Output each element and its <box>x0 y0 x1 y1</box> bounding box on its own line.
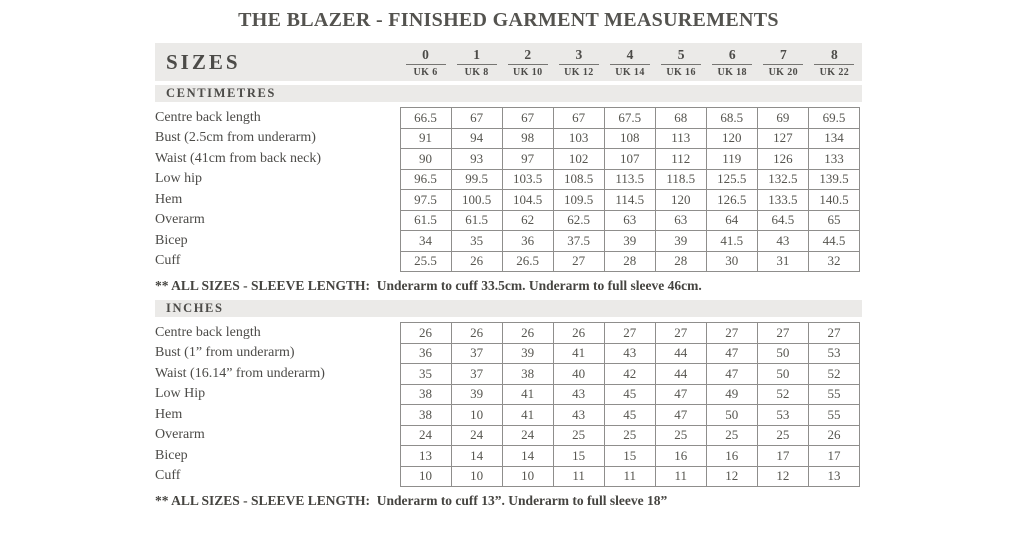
measurement-cell: 47 <box>706 364 757 385</box>
measurement-cell: 107 <box>604 149 655 170</box>
size-number: 7 <box>763 48 803 65</box>
measurement-cell: 39 <box>451 384 502 405</box>
measurement-cell: 10 <box>400 466 451 487</box>
measurement-cell: 139.5 <box>808 169 859 190</box>
size-column <box>809 46 860 78</box>
measurement-cell: 50 <box>757 343 808 364</box>
measurement-cell: 25 <box>655 425 706 446</box>
measurement-cell: 28 <box>655 251 706 272</box>
table-row <box>155 446 860 467</box>
table-row <box>155 466 860 487</box>
size-columns <box>400 46 860 78</box>
measurement-cell: 69 <box>757 108 808 129</box>
row-label: Low hip <box>155 171 203 187</box>
measurement-cell: 133.5 <box>757 190 808 211</box>
measurement-cell: 119 <box>706 149 757 170</box>
measurement-cell: 37 <box>451 364 502 385</box>
measurement-cell: 109.5 <box>553 190 604 211</box>
measurement-cell: 14 <box>451 446 502 467</box>
measurement-cell: 25 <box>757 425 808 446</box>
measurement-cell: 26 <box>451 323 502 344</box>
size-number: 6 <box>712 48 752 65</box>
table-row <box>155 128 860 149</box>
size-uk-label: UK 12 <box>564 66 594 78</box>
measurement-cell: 68.5 <box>706 108 757 129</box>
measurement-cell: 15 <box>553 446 604 467</box>
row-label: Cuff <box>155 468 181 484</box>
measurement-cell: 41.5 <box>706 231 757 252</box>
row-label: Bicep <box>155 232 188 248</box>
size-uk-label: UK 22 <box>819 66 850 78</box>
measurement-cell: 45 <box>604 405 655 426</box>
measurement-cell: 120 <box>706 128 757 149</box>
measurement-cell: 47 <box>655 384 706 405</box>
measurement-cell: 27 <box>706 323 757 344</box>
measurement-cell: 118.5 <box>655 169 706 190</box>
measurement-cell: 25.5 <box>400 251 451 272</box>
measurement-cell: 30 <box>706 251 757 272</box>
size-uk-label: UK 14 <box>615 66 645 78</box>
row-label: Hem <box>155 191 183 207</box>
measurement-cell: 35 <box>400 364 451 385</box>
measurement-cell: 41 <box>502 405 553 426</box>
measurement-cell: 10 <box>502 466 553 487</box>
measurement-cell: 27 <box>553 251 604 272</box>
section-heading-inches: INCHES <box>155 300 862 317</box>
section-heading-centimetres: CENTIMETRES <box>155 85 862 102</box>
measurement-cell: 41 <box>553 343 604 364</box>
size-column <box>451 46 502 78</box>
measurement-cell: 43 <box>757 231 808 252</box>
row-label: Centre back length <box>155 109 261 125</box>
measurement-cell: 61.5 <box>400 210 451 231</box>
table-row <box>155 384 860 405</box>
measurement-cell: 108 <box>604 128 655 149</box>
row-label: Overarm <box>155 212 205 228</box>
measurement-cell: 63 <box>655 210 706 231</box>
measurement-cell: 24 <box>400 425 451 446</box>
measurement-cell: 113 <box>655 128 706 149</box>
measurement-cell: 10 <box>451 405 502 426</box>
measurement-cell: 64.5 <box>757 210 808 231</box>
measurement-cell: 27 <box>757 323 808 344</box>
measurement-cell: 38 <box>400 384 451 405</box>
measurement-cell: 13 <box>808 466 859 487</box>
size-column <box>502 46 553 78</box>
size-uk-label: UK 16 <box>666 66 696 78</box>
size-column <box>656 46 707 78</box>
measurement-cell: 94 <box>451 128 502 149</box>
measurement-cell: 97 <box>502 149 553 170</box>
measurement-cell: 45 <box>604 384 655 405</box>
measurement-cell: 11 <box>604 466 655 487</box>
measurement-cell: 26.5 <box>502 251 553 272</box>
measurement-cell: 35 <box>451 231 502 252</box>
measurement-cell: 50 <box>757 364 808 385</box>
measurement-cell: 26 <box>808 425 859 446</box>
table-row <box>155 343 860 364</box>
measurement-cell: 12 <box>757 466 808 487</box>
measurement-cell: 44.5 <box>808 231 859 252</box>
measurement-cell: 108.5 <box>553 169 604 190</box>
measurement-cell: 41 <box>502 384 553 405</box>
measurement-cell: 67 <box>451 108 502 129</box>
measurement-cell: 90 <box>400 149 451 170</box>
table-row <box>155 108 860 129</box>
measurement-cell: 49 <box>706 384 757 405</box>
measurement-cell: 96.5 <box>400 169 451 190</box>
measurement-cell: 127 <box>757 128 808 149</box>
measurement-cell: 27 <box>604 323 655 344</box>
size-number: 3 <box>559 48 599 65</box>
measurement-cell: 39 <box>604 231 655 252</box>
measurement-cell: 120 <box>655 190 706 211</box>
size-column <box>707 46 758 78</box>
size-column <box>400 46 451 78</box>
row-label: Hem <box>155 406 183 422</box>
size-column <box>604 46 655 78</box>
measurement-cell: 27 <box>655 323 706 344</box>
measurement-chart <box>155 0 862 515</box>
row-label: Low Hip <box>155 386 206 402</box>
measurement-cell: 52 <box>757 384 808 405</box>
sleeve-length-note-inches: ** ALL SIZES - SLEEVE LENGTH: Underarm to cuff 13”. Underarm to full sleeve 18” <box>155 493 668 508</box>
measurement-cell: 126.5 <box>706 190 757 211</box>
measurement-cell: 91 <box>400 128 451 149</box>
measurement-cell: 104.5 <box>502 190 553 211</box>
size-number: 4 <box>610 48 650 65</box>
measurement-cell: 134 <box>808 128 859 149</box>
measurement-cell: 53 <box>757 405 808 426</box>
measurement-cell: 26 <box>400 323 451 344</box>
measurement-cell: 68 <box>655 108 706 129</box>
measurement-cell: 43 <box>553 384 604 405</box>
measurement-cell: 61.5 <box>451 210 502 231</box>
measurement-cell: 133 <box>808 149 859 170</box>
measurement-cell: 15 <box>604 446 655 467</box>
measurement-cell: 62 <box>502 210 553 231</box>
size-uk-label: UK 18 <box>717 66 747 78</box>
measurement-cell: 125.5 <box>706 169 757 190</box>
size-uk-label: UK 20 <box>768 66 799 78</box>
measurement-cell: 32 <box>808 251 859 272</box>
size-column <box>758 46 809 78</box>
measurement-cell: 24 <box>451 425 502 446</box>
measurement-cell: 11 <box>553 466 604 487</box>
measurement-cell: 103 <box>553 128 604 149</box>
measurement-cell: 67 <box>553 108 604 129</box>
measurement-cell: 26 <box>553 323 604 344</box>
measurement-cell: 37 <box>451 343 502 364</box>
sleeve-length-note-centimetres: ** ALL SIZES - SLEEVE LENGTH: Underarm to cuff 33.5cm. Underarm to full sleeve 46cm. <box>155 278 702 293</box>
measurement-cell: 52 <box>808 364 859 385</box>
measurement-cell: 140.5 <box>808 190 859 211</box>
measurement-sections <box>155 85 862 509</box>
measurement-cell: 39 <box>655 231 706 252</box>
measurement-cell: 28 <box>604 251 655 272</box>
measurement-cell: 103.5 <box>502 169 553 190</box>
row-label: Waist (41cm from back neck) <box>155 150 322 166</box>
table-row <box>155 169 860 190</box>
measurement-cell: 40 <box>553 364 604 385</box>
measurement-cell: 34 <box>400 231 451 252</box>
measurement-cell: 26 <box>502 323 553 344</box>
size-number: 2 <box>508 48 548 65</box>
size-number: 5 <box>661 48 701 65</box>
page-title: THE BLAZER - FINISHED GARMENT MEASUREMENTS <box>238 9 779 31</box>
measurement-cell: 47 <box>655 405 706 426</box>
measurement-cell: 37.5 <box>553 231 604 252</box>
measurement-cell: 63 <box>604 210 655 231</box>
measurement-cell: 55 <box>808 405 859 426</box>
measurement-cell: 27 <box>808 323 859 344</box>
measurement-cell: 26 <box>451 251 502 272</box>
table-row <box>155 364 860 385</box>
row-label: Overarm <box>155 427 205 443</box>
size-number: 1 <box>457 48 497 65</box>
measurement-cell: 97.5 <box>400 190 451 211</box>
measurement-cell: 10 <box>451 466 502 487</box>
table-row <box>155 149 860 170</box>
measurement-cell: 64 <box>706 210 757 231</box>
measurement-cell: 62.5 <box>553 210 604 231</box>
measurement-cell: 17 <box>757 446 808 467</box>
row-label: Centre back length <box>155 324 261 340</box>
size-uk-label: UK 10 <box>513 66 543 78</box>
table-row <box>155 210 860 231</box>
measurement-cell: 14 <box>502 446 553 467</box>
measurement-cell: 114.5 <box>604 190 655 211</box>
measurement-cell: 38 <box>400 405 451 426</box>
size-number: 0 <box>406 48 446 65</box>
size-column <box>553 46 604 78</box>
table-row <box>155 231 860 252</box>
measurement-cell: 39 <box>502 343 553 364</box>
measurement-cell: 47 <box>706 343 757 364</box>
table-centimetres <box>155 107 860 272</box>
row-label: Cuff <box>155 253 181 269</box>
table-row <box>155 405 860 426</box>
measurement-cell: 44 <box>655 364 706 385</box>
measurement-cell: 99.5 <box>451 169 502 190</box>
measurement-cell: 25 <box>553 425 604 446</box>
measurement-cell: 43 <box>553 405 604 426</box>
measurement-cell: 50 <box>706 405 757 426</box>
measurement-cell: 16 <box>655 446 706 467</box>
measurement-cell: 24 <box>502 425 553 446</box>
table-inches <box>155 322 860 487</box>
measurement-cell: 93 <box>451 149 502 170</box>
measurement-cell: 13 <box>400 446 451 467</box>
sizes-heading: SIZES <box>166 49 241 74</box>
measurement-cell: 25 <box>604 425 655 446</box>
row-label: Waist (16.14” from underarm) <box>155 365 325 381</box>
measurement-cell: 25 <box>706 425 757 446</box>
measurement-cell: 100.5 <box>451 190 502 211</box>
measurement-cell: 11 <box>655 466 706 487</box>
measurement-cell: 44 <box>655 343 706 364</box>
table-row <box>155 190 860 211</box>
measurement-cell: 67 <box>502 108 553 129</box>
measurement-cell: 43 <box>604 343 655 364</box>
row-label: Bust (1” from underarm) <box>155 345 295 361</box>
measurement-cell: 38 <box>502 364 553 385</box>
measurement-cell: 12 <box>706 466 757 487</box>
table-row <box>155 425 860 446</box>
measurement-cell: 98 <box>502 128 553 149</box>
table-row <box>155 323 860 344</box>
measurement-cell: 126 <box>757 149 808 170</box>
measurement-cell: 36 <box>400 343 451 364</box>
measurement-cell: 36 <box>502 231 553 252</box>
measurement-cell: 102 <box>553 149 604 170</box>
measurement-cell: 31 <box>757 251 808 272</box>
measurement-cell: 112 <box>655 149 706 170</box>
measurement-cell: 69.5 <box>808 108 859 129</box>
row-label: Bust (2.5cm from underarm) <box>155 130 316 146</box>
measurement-cell: 113.5 <box>604 169 655 190</box>
measurement-cell: 66.5 <box>400 108 451 129</box>
measurement-cell: 65 <box>808 210 859 231</box>
measurement-cell: 42 <box>604 364 655 385</box>
measurement-cell: 67.5 <box>604 108 655 129</box>
size-uk-label: UK 8 <box>464 66 489 78</box>
measurement-cell: 53 <box>808 343 859 364</box>
measurement-cell: 17 <box>808 446 859 467</box>
table-row <box>155 251 860 272</box>
sizes-header-band <box>155 43 862 81</box>
measurement-cell: 132.5 <box>757 169 808 190</box>
size-uk-label: UK 6 <box>413 66 438 78</box>
row-label: Bicep <box>155 447 188 463</box>
size-number: 8 <box>814 48 854 65</box>
measurement-cell: 55 <box>808 384 859 405</box>
measurement-cell: 16 <box>706 446 757 467</box>
